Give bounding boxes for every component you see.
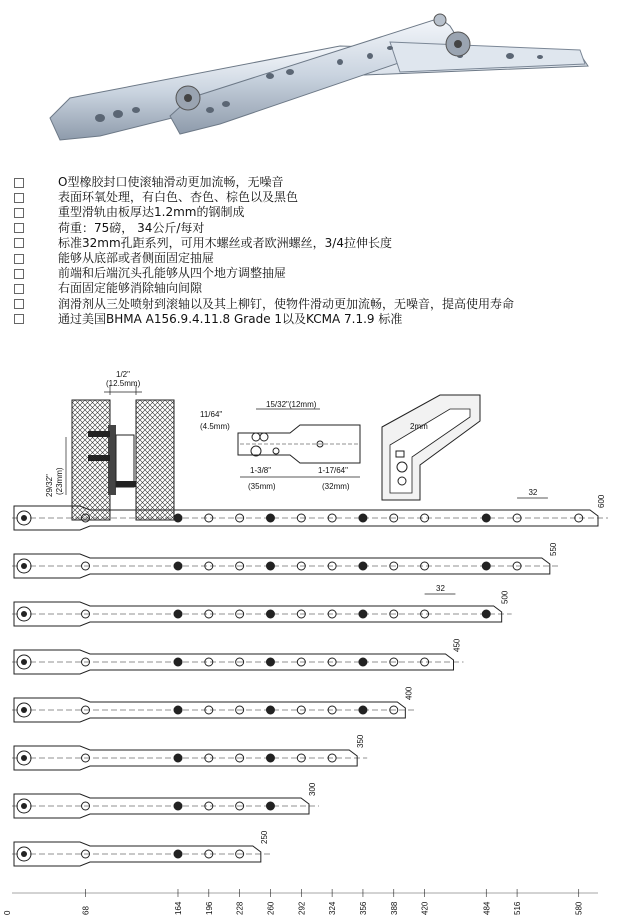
rail-hole (174, 514, 182, 522)
dim-d-inch: 1-17/64" (318, 466, 348, 475)
rail-hole (174, 610, 182, 618)
axis-tick-label: 324 (328, 901, 338, 915)
axis-tick-label: 196 (204, 901, 214, 915)
rail-hole (174, 706, 182, 714)
bullet-box-icon (14, 223, 24, 233)
axis-tick-label: 292 (297, 901, 307, 915)
feature-text: 标准32mm孔距系列，可用木螺丝或者欧洲螺丝，3/4拉伸长度 (58, 235, 392, 250)
feature-item (14, 205, 634, 220)
bullet-box-icon (14, 178, 24, 188)
feature-item (14, 175, 634, 190)
feature-text: 重型滑轨由板厚达1.2mm的钢制成 (58, 205, 245, 220)
feature-text: 前端和后端沉头孔能够从四个地方调整抽屉 (58, 266, 287, 281)
feature-text: 润滑剂从三处喷射到滚轴以及其上柳钉，使物件滑动更加流畅，无噪音，提高使用寿命 (58, 296, 515, 311)
rail-hole (482, 562, 490, 570)
feature-text: 荷重：75磅， 34公斤/每对 (58, 220, 205, 235)
feature-item (14, 251, 634, 266)
rail-hole (266, 706, 274, 714)
rail-hole (266, 754, 274, 762)
feature-item (14, 221, 634, 236)
cross-section-detail (45, 370, 174, 520)
rail-hole (359, 514, 367, 522)
feature-item (14, 266, 634, 281)
dim-b: 15/32"(12mm) (266, 400, 317, 409)
rail-hole (266, 802, 274, 810)
hole-spacing-detail (200, 400, 360, 491)
feature-item (14, 297, 634, 312)
rail-hole (359, 658, 367, 666)
feature-item (14, 236, 634, 251)
rail-length-label: 350 (356, 734, 366, 748)
axis-tick-label: 356 (358, 901, 368, 915)
feature-item (14, 281, 634, 296)
bullet-box-icon (14, 193, 24, 203)
axis-zero-label: 0 (3, 910, 12, 915)
rail-row (12, 590, 512, 626)
axis-tick-label: 420 (420, 901, 430, 915)
rail-length-label: 400 (404, 686, 414, 700)
bullet-box-icon (14, 269, 24, 279)
dim-a-mm: (4.5mm) (200, 422, 230, 431)
feature-list (14, 175, 634, 327)
dim-side-mm: (23mm) (55, 467, 64, 495)
dim-top-inch: 1/2" (116, 370, 130, 379)
rail-hole (266, 658, 274, 666)
axis-tick-label: 580 (574, 901, 584, 915)
rail-length-diagram (3, 488, 608, 915)
bullet-box-icon (14, 314, 24, 324)
feature-text: O型橡胶封口使滚轴滑动更加流畅，无噪音 (58, 175, 284, 190)
axis-tick-label: 388 (389, 901, 399, 915)
rail-row (12, 830, 271, 866)
feature-text: 通过美国BHMA A156.9.4.11.8 Grade 1以及KCMA 7.1.9 标准 (58, 311, 403, 326)
bullet-box-icon (14, 208, 24, 218)
pitch-label: 32 (436, 584, 445, 593)
rail-length-label: 500 (500, 590, 510, 604)
dim-side-inch: 29/32" (45, 474, 54, 497)
dim-c-mm: (35mm) (248, 482, 276, 491)
rail-hole (482, 610, 490, 618)
rail-length-label: 250 (259, 830, 269, 844)
rail-length-label: 450 (452, 638, 462, 652)
rail-hole (174, 802, 182, 810)
rail-length-label: 300 (308, 782, 317, 796)
axis-tick-label: 228 (235, 901, 245, 915)
isometric-detail (382, 395, 480, 500)
bullet-box-icon (14, 284, 24, 294)
bullet-box-icon (14, 238, 24, 248)
rail-hole (482, 514, 490, 522)
rail-row (12, 734, 367, 770)
rail-row (12, 542, 560, 578)
dim-a-inch: 11/64" (200, 410, 223, 419)
feature-item (14, 190, 634, 205)
product-photo (40, 6, 600, 166)
rail-hole (174, 658, 182, 666)
axis-tick-label: 516 (513, 901, 523, 915)
rail-hole (359, 610, 367, 618)
bullet-box-icon (14, 254, 24, 264)
rail-hole (359, 562, 367, 570)
rail-hole (174, 850, 182, 858)
axis-tick-label: 164 (173, 901, 183, 915)
rail-hole (359, 706, 367, 714)
feature-text: 右面固定能够消除轴向间隙 (58, 281, 203, 296)
technical-drawing (0, 365, 637, 920)
bullet-box-icon (14, 299, 24, 309)
feature-text: 能够从底部或者侧面固定抽屉 (58, 251, 215, 266)
rail-hole (174, 562, 182, 570)
rail-row (12, 686, 415, 722)
rail-hole (266, 514, 274, 522)
feature-item (14, 312, 634, 327)
axis-tick-label: 260 (266, 901, 276, 915)
dim-thickness: 2mm (410, 422, 428, 431)
dim-d-mm: (32mm) (322, 482, 350, 491)
rail-hole (266, 610, 274, 618)
axis-tick-label: 68 (81, 906, 91, 915)
dim-c-inch: 1-3/8" (250, 466, 272, 475)
rail-hole (174, 754, 182, 762)
dim-top-mm: (12.5mm) (106, 379, 141, 388)
rail-length-label: 600 (597, 494, 606, 508)
axis-tick-label: 484 (482, 901, 492, 915)
rail-hole (266, 562, 274, 570)
rail-row (12, 638, 464, 674)
rail-length-label: 550 (548, 542, 558, 556)
rail-row (12, 782, 319, 818)
feature-text: 表面环氧处理，有白色、杏色、棕色以及黑色 (58, 190, 299, 205)
pitch-label: 32 (528, 488, 538, 497)
